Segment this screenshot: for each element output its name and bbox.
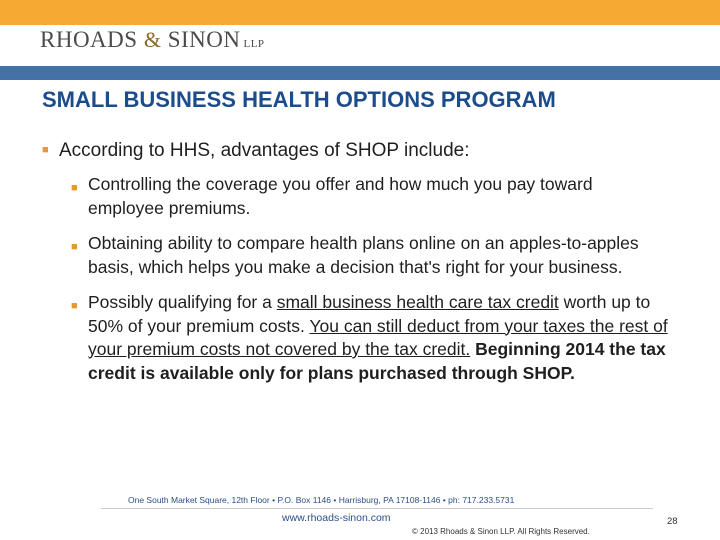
bullet-main xyxy=(42,140,682,162)
sub-bullet-text: Obtaining ability to compare health plans online on an apples-to-apples basis, which helps you make a decision that's right for your business. xyxy=(88,233,639,277)
footer-address: One South Market Square, 12th Floor • P.O. Box 1146 • Harrisburg, PA 17108-1146 • ph: 717.233.5731 xyxy=(128,495,515,505)
top-accent-bar xyxy=(0,0,720,25)
sub-bullet-bold-note: Beginning 2014 the tax credit is available only for plans purchased through SHOP. xyxy=(88,339,666,383)
logo-word-rhoads: RHOADS xyxy=(40,27,138,52)
copyright-notice: © 2013 Rhoads & Sinon LLP. All Rights Reserved. xyxy=(412,527,590,536)
bullet-main-text: According to HHS, advantages of SHOP include: xyxy=(59,140,470,161)
firm-logo xyxy=(40,27,265,53)
square-bullet-icon: ■ xyxy=(71,182,78,194)
logo-word-sinon: SINON xyxy=(167,27,241,52)
square-bullet-icon: ■ xyxy=(42,144,49,156)
sub-bullet-text: Controlling the coverage you offer and how much you pay toward employee premiums. xyxy=(88,174,593,218)
logo-llp: LLP xyxy=(243,38,265,50)
sub-bullet-text-start: Possibly qualifying for a xyxy=(88,292,277,312)
square-bullet-icon: ■ xyxy=(71,241,78,253)
bullet-list xyxy=(42,140,682,397)
footer-website: www.rhoads-sinon.com xyxy=(282,512,391,524)
square-bullet-icon: ■ xyxy=(71,300,78,312)
deduct-taxes-link[interactable]: You can still deduct from your taxes the rest of your premium costs not covered by the tax credit. xyxy=(88,315,668,359)
sub-bullet-text-middle: worth up to 50% of your premium costs. xyxy=(88,292,651,336)
logo-ampersand: & xyxy=(143,27,162,52)
page-number: 28 xyxy=(667,516,678,527)
sub-bullet-tax-credit xyxy=(71,291,671,385)
footer-divider xyxy=(101,508,653,509)
header-blue-band xyxy=(0,66,720,80)
slide-title: SMALL BUSINESS HEALTH OPTIONS PROGRAM xyxy=(42,87,556,112)
tax-credit-link[interactable]: small business health care tax credit xyxy=(276,292,559,312)
sub-bullet-compare xyxy=(71,232,671,279)
sub-bullet-coverage xyxy=(71,173,671,220)
